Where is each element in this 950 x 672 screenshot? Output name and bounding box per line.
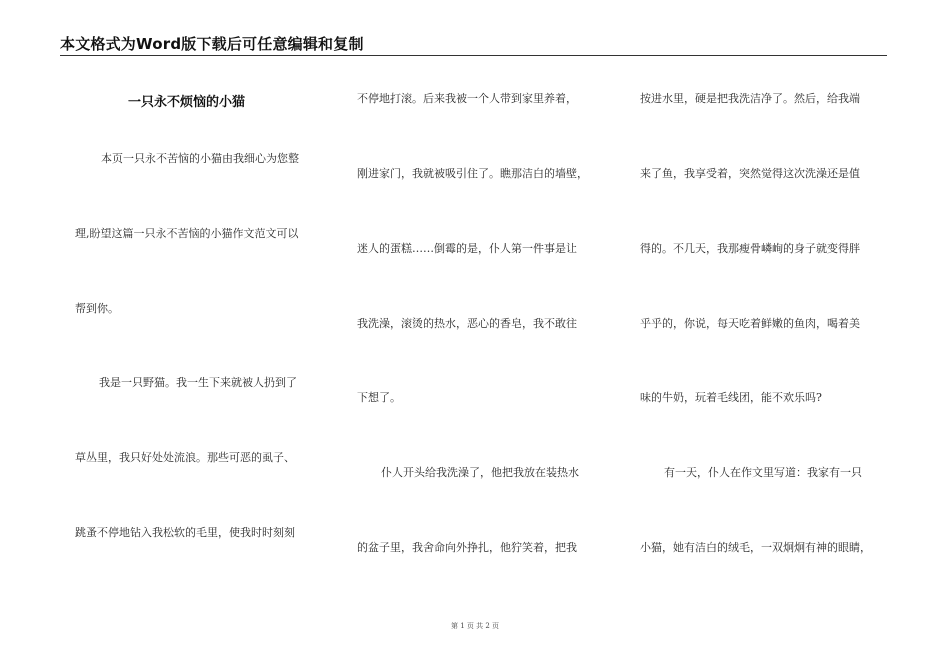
text-line: 的盆子里，我舍命向外挣扎，他狞笑着，把我 [357, 541, 577, 554]
text-line: 草丛里，我只好处处流浪。那些可恶的虱子、 [75, 451, 295, 464]
essay-title: 一只永不烦恼的小猫 [128, 95, 246, 110]
document-header-title: 本文格式为Word版下载后可任意编辑和复制 [60, 35, 364, 53]
text-line: 理,盼望这篇一只永不苦恼的小猫作文范文可以 [75, 227, 299, 240]
text-line: 按进水里，硬是把我洗洁净了。然后，给我端 [640, 92, 860, 105]
text-line: 来了鱼，我享受着，突然觉得这次洗澡还是值 [640, 167, 860, 180]
text-line: 有一天，仆人在作文里写道：我家有一只 [664, 466, 862, 479]
text-line: 乎乎的，你说，每天吃着鲜嫩的鱼肉，喝着美 [640, 317, 860, 330]
text-line: 味的牛奶，玩着毛线团，能不欢乐吗? [640, 391, 822, 404]
text-line: 本页一只永不苦恼的小猫由我细心为您整 [101, 152, 299, 165]
text-line: 迷人的蛋糕……倒霉的是，仆人第一件事是让 [357, 242, 577, 255]
text-line: 跳蚤不停地钻入我松软的毛里，使我时时刻刻 [75, 526, 295, 539]
text-line: 仆人开头给我洗澡了，他把我放在装热水 [381, 466, 579, 479]
text-line: 不停地打滚。后来我被一个人带到家里养着， [357, 92, 577, 105]
header-divider [60, 55, 887, 56]
text-line: 帮到你。 [75, 302, 119, 315]
text-line: 我洗澡，滚烫的热水，恶心的香皂，我不敢往 [357, 317, 577, 330]
text-line: 下想了。 [357, 391, 401, 404]
text-line: 小猫，她有洁白的绒毛，一双炯炯有神的眼睛， [640, 541, 871, 554]
page-number: 第 1 页 共 2 页 [450, 622, 500, 630]
text-line: 我是一只野猫。我一生下来就被人扔到了 [99, 376, 297, 389]
text-line: 得的。不几天，我那瘦骨嶙峋的身子就变得胖 [640, 242, 860, 255]
text-line: 刚进家门，我就被吸引住了。瞧那洁白的墙壁， [357, 167, 588, 180]
